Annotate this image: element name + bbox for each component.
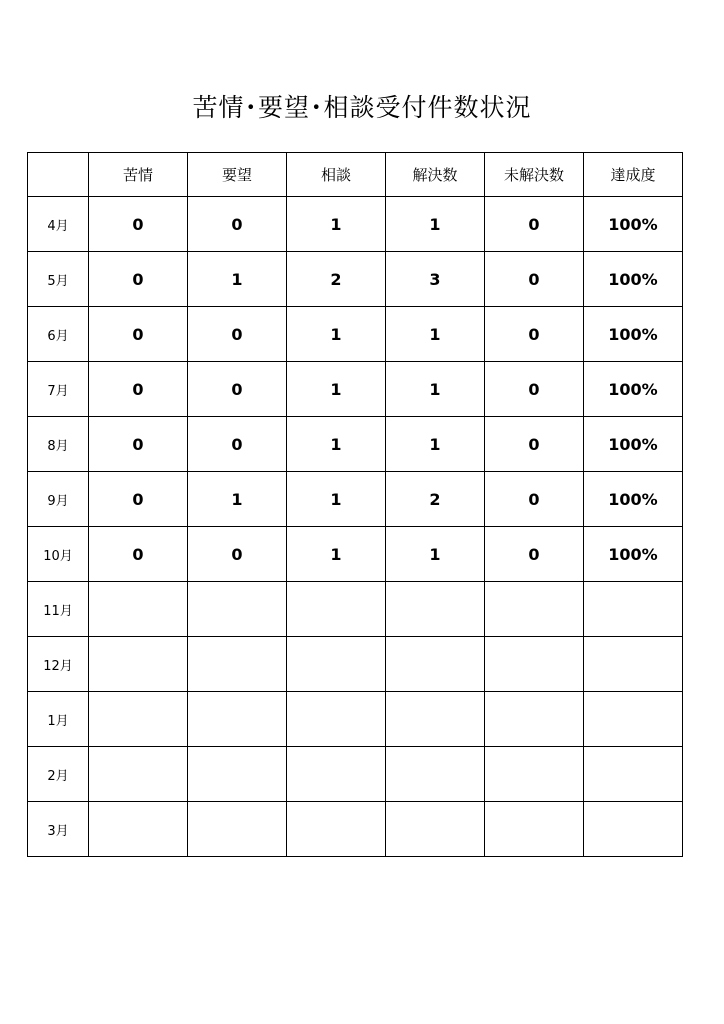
cell-achievement: 100%: [584, 472, 683, 527]
cell-consultations: [287, 637, 386, 692]
cell-achievement: [584, 802, 683, 857]
cell-consultations: 1: [287, 362, 386, 417]
cell-unresolved: [485, 692, 584, 747]
cell-consultations: 1: [287, 527, 386, 582]
month-cell: 1月: [28, 692, 89, 747]
cell-complaints: 0: [89, 472, 188, 527]
column-header-requests: 要望: [188, 153, 287, 197]
cell-resolved: [386, 637, 485, 692]
cell-requests: 0: [188, 527, 287, 582]
cell-achievement: 100%: [584, 307, 683, 362]
table-row: [28, 747, 683, 802]
month-cell: 8月: [28, 417, 89, 472]
page-title: 苦情･要望･相談受付件数状況: [192, 93, 532, 122]
cell-complaints: [89, 637, 188, 692]
cell-unresolved: [485, 802, 584, 857]
month-cell: 2月: [28, 747, 89, 802]
cell-complaints: [89, 747, 188, 802]
cell-resolved: [386, 692, 485, 747]
cell-consultations: 1: [287, 307, 386, 362]
cell-unresolved: 0: [485, 417, 584, 472]
cell-consultations: [287, 582, 386, 637]
cell-complaints: 0: [89, 527, 188, 582]
table-row: [28, 527, 683, 582]
month-cell: 5月: [28, 252, 89, 307]
cell-requests: 0: [188, 417, 287, 472]
cell-resolved: 1: [386, 527, 485, 582]
table-row: [28, 362, 683, 417]
month-cell: 12月: [28, 637, 89, 692]
table-row: [28, 692, 683, 747]
cell-resolved: 2: [386, 472, 485, 527]
cell-requests: 1: [188, 252, 287, 307]
cell-complaints: 0: [89, 417, 188, 472]
column-header-complaints: 苦情: [89, 153, 188, 197]
cell-unresolved: [485, 747, 584, 802]
cell-complaints: 0: [89, 307, 188, 362]
column-header-achievement: 達成度: [584, 153, 683, 197]
cell-resolved: [386, 802, 485, 857]
cell-requests: [188, 582, 287, 637]
month-cell: 6月: [28, 307, 89, 362]
table-row: [28, 197, 683, 252]
cell-requests: 1: [188, 472, 287, 527]
cell-unresolved: [485, 582, 584, 637]
cell-resolved: 1: [386, 362, 485, 417]
month-cell: 7月: [28, 362, 89, 417]
cell-complaints: 0: [89, 362, 188, 417]
cell-consultations: [287, 692, 386, 747]
column-header-resolved: 解決数: [386, 153, 485, 197]
column-header-unresolved: 未解決数: [485, 153, 584, 197]
table-row: [28, 307, 683, 362]
cell-achievement: 100%: [584, 252, 683, 307]
cell-resolved: 3: [386, 252, 485, 307]
cell-unresolved: 0: [485, 362, 584, 417]
month-cell: 10月: [28, 527, 89, 582]
cell-unresolved: 0: [485, 197, 584, 252]
cell-achievement: [584, 637, 683, 692]
table-row: [28, 582, 683, 637]
cell-consultations: 1: [287, 417, 386, 472]
cell-requests: [188, 637, 287, 692]
table-row: [28, 637, 683, 692]
cell-requests: 0: [188, 197, 287, 252]
cell-consultations: [287, 802, 386, 857]
cell-complaints: 0: [89, 197, 188, 252]
cell-requests: 0: [188, 362, 287, 417]
table-row: [28, 802, 683, 857]
cell-unresolved: 0: [485, 472, 584, 527]
cell-complaints: [89, 802, 188, 857]
table-row: [28, 252, 683, 307]
column-header-consultations: 相談: [287, 153, 386, 197]
cell-resolved: [386, 582, 485, 637]
cell-unresolved: 0: [485, 527, 584, 582]
month-cell: 11月: [28, 582, 89, 637]
cell-resolved: 1: [386, 197, 485, 252]
cell-achievement: [584, 582, 683, 637]
cell-requests: [188, 802, 287, 857]
cell-requests: [188, 692, 287, 747]
cell-requests: [188, 747, 287, 802]
corner-cell: [28, 153, 89, 197]
cell-requests: 0: [188, 307, 287, 362]
cell-achievement: 100%: [584, 417, 683, 472]
cell-achievement: [584, 692, 683, 747]
cell-achievement: [584, 747, 683, 802]
cell-unresolved: [485, 637, 584, 692]
cell-complaints: [89, 582, 188, 637]
cell-complaints: 0: [89, 252, 188, 307]
cell-resolved: 1: [386, 307, 485, 362]
cell-consultations: 2: [287, 252, 386, 307]
month-cell: 9月: [28, 472, 89, 527]
table-row: [28, 472, 683, 527]
month-cell: 4月: [28, 197, 89, 252]
cell-consultations: [287, 747, 386, 802]
cell-complaints: [89, 692, 188, 747]
cell-unresolved: 0: [485, 307, 584, 362]
cell-consultations: 1: [287, 197, 386, 252]
cell-achievement: 100%: [584, 197, 683, 252]
inquiry-status-table: [27, 152, 683, 857]
cell-resolved: 1: [386, 417, 485, 472]
month-cell: 3月: [28, 802, 89, 857]
cell-achievement: 100%: [584, 527, 683, 582]
table-header-row: [28, 153, 683, 197]
cell-resolved: [386, 747, 485, 802]
cell-achievement: 100%: [584, 362, 683, 417]
table-row: [28, 417, 683, 472]
cell-consultations: 1: [287, 472, 386, 527]
cell-unresolved: 0: [485, 252, 584, 307]
